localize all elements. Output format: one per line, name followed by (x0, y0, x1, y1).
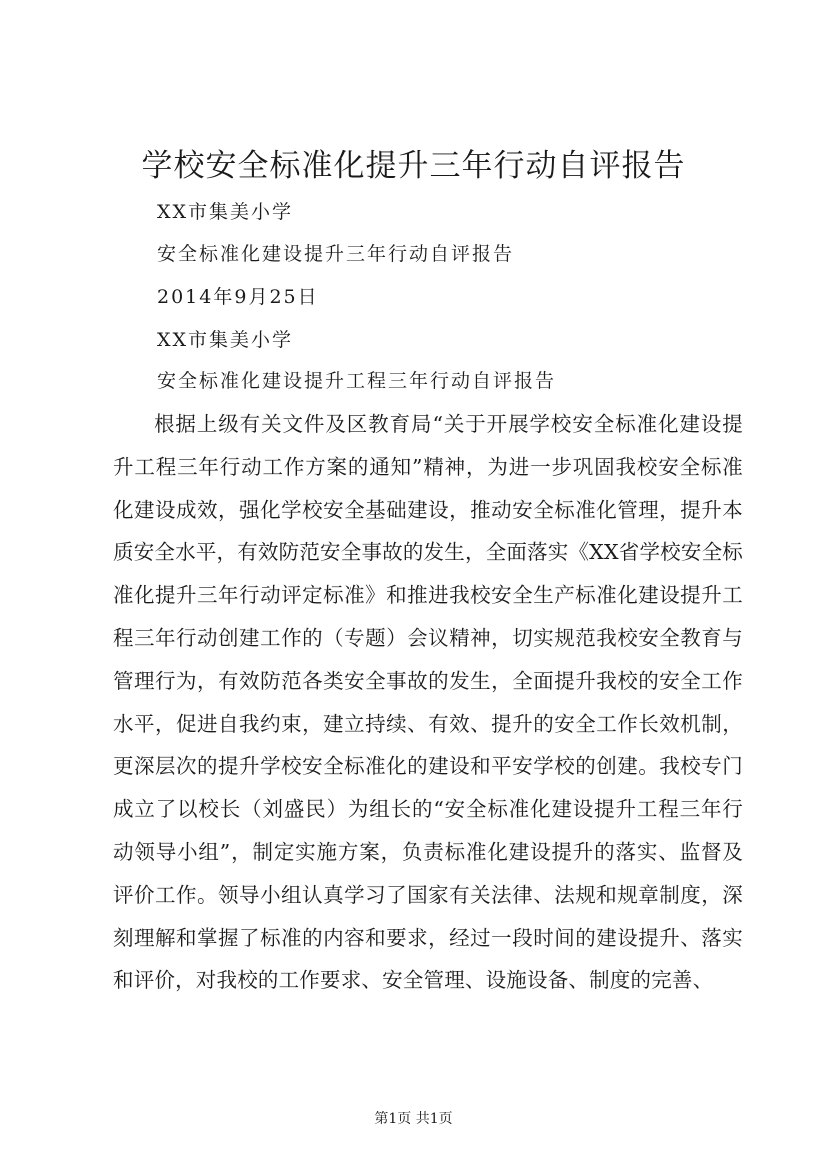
report-date-line: 2014年9月25日 (157, 286, 319, 308)
report-subtitle-line: 安全标准化建设提升三年行动自评报告 (157, 243, 515, 265)
body-paragraph: 根据上级有关文件及区教育局“关于开展学校安全标准化建设提升工程三年行动工作方案的通知”精神，为进一步巩固我校安全标准化建设成效，强化学校安全基础建设，推动安全标准化管理，提升本质安全水平，有效防范安全事故的发生，全面落实《XX省学校安全标准化提升三年行动评定标准》和推进我校安全生产标准化建设提升工程三年行动创建工作的（专题）会议精神，切实规范我校安全教育与管理行为，有效防范各类安全事故的发生，全面提升我校的安全工作水平，促进自我约束，建立持续、有效、提升的安全工作长效机制，更深层次的提升学校安全标准化的建设和平安学校的创建。我校专门成立了以校长（刘盛民）为组长的“安全标准化建设提升工程三年行动领导小组”，制定实施方案，负责标准化建设提升的落实、监督及评价工作。领导小组认真学习了国家有关法律、法规和规章制度，深刻理解和掌握了标准的内容和要求，经过一段时间的建设提升、落实和评价，对我校的工作要求、安全管理、设施设备、制度的完善、 (113, 412, 743, 993)
page-number-footer: 第1页 共1页 (374, 1111, 453, 1127)
report-heading-line: 安全标准化建设提升工程三年行动自评报告 (157, 370, 557, 392)
school-name-line: XX市集美小学 (157, 201, 294, 223)
school-name-line-repeat: XX市集美小学 (157, 329, 294, 351)
document-title: 学校安全标准化提升三年行动自评报告 (141, 148, 686, 184)
